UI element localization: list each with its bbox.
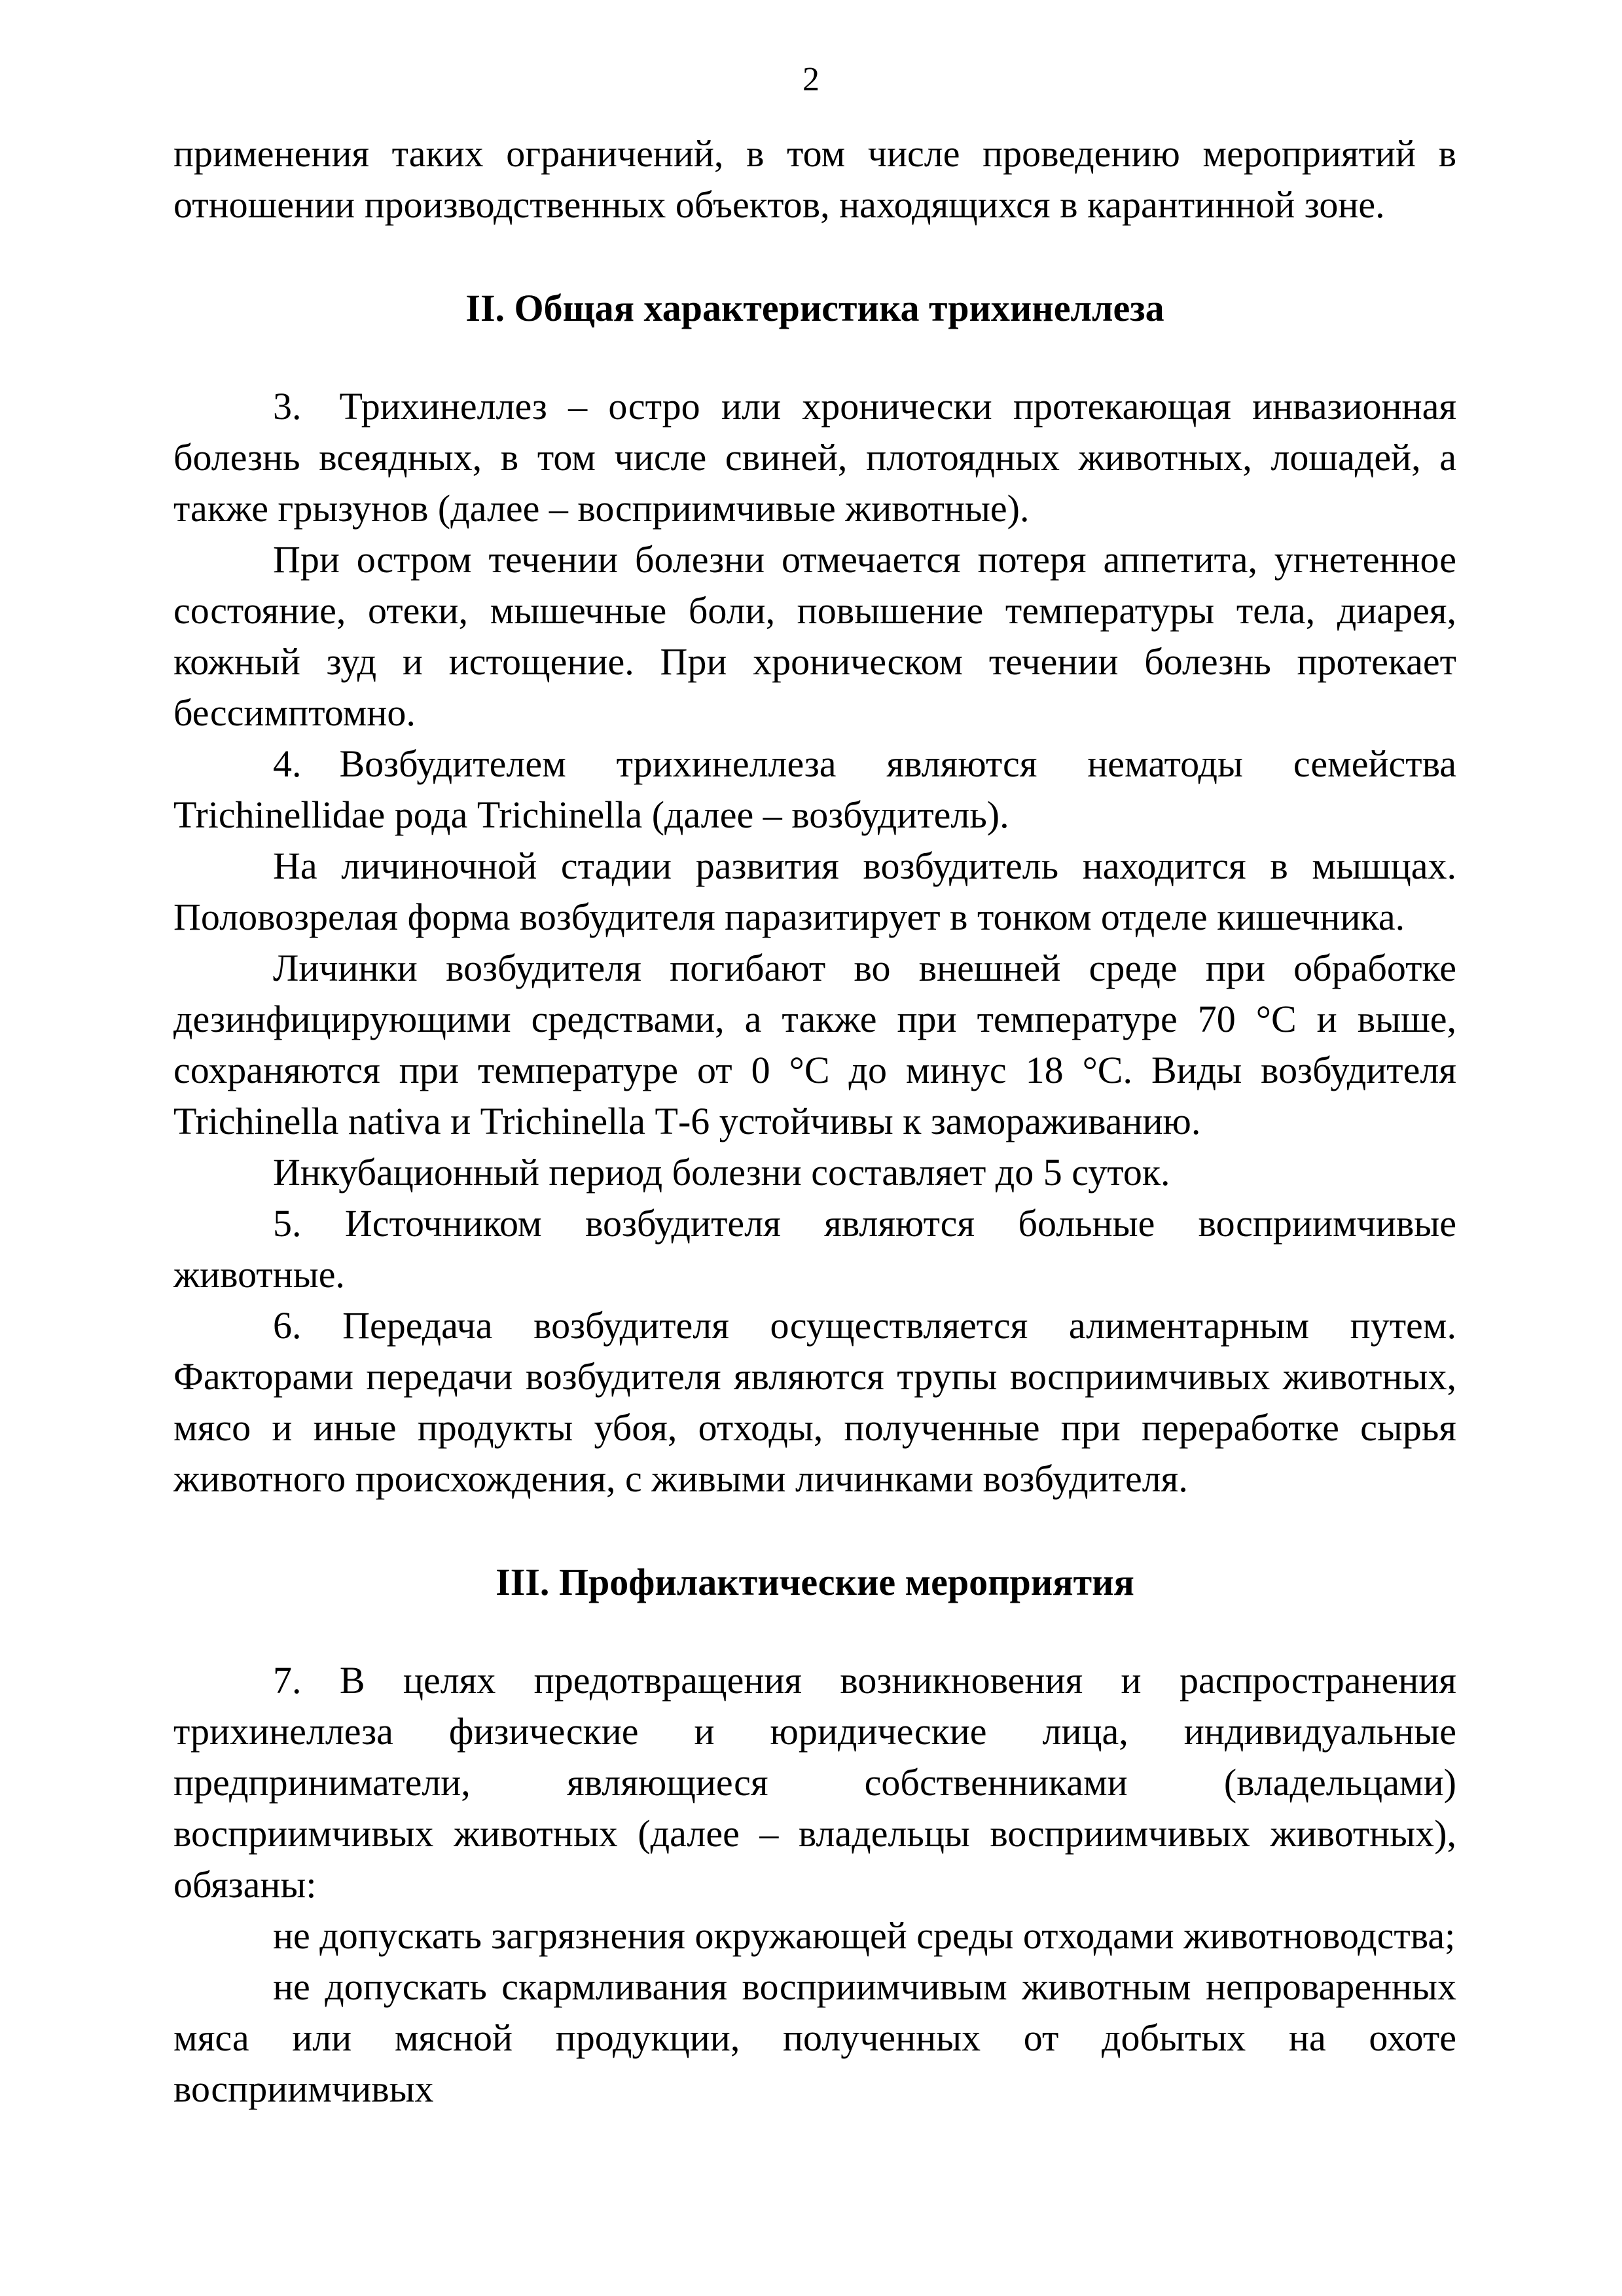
spacer [173, 1608, 1456, 1655]
paragraph-no-pollution: не допускать загрязнения окружающей среды отходами животноводства; [273, 1914, 1456, 1957]
paragraph-6: 6. Передача возбудителя осуществляется алиментарным путем. Факторами передачи возбудителя являются трупы восприимчивых животных, мясо и иные продукты убоя, отходы, полученные при переработке сырья животного происхождения, с живыми личинками возбудителя. [173, 1304, 1456, 1500]
spacer [173, 230, 1456, 283]
paragraph-3: 3. Трихинеллез – остро или хронически протекающая инвазионная болезнь всеядных, в том числе свиней, плотоядных животных, лошадей, а также грызунов (далее – восприимчивые животные). [173, 385, 1456, 530]
spacer [173, 334, 1456, 381]
document-body [173, 128, 1456, 2115]
paragraph-intro: применения таких ограничений, в том числе проведению мероприятий в отношении производственных объектов, находящихся в карантинной зоне. [173, 132, 1456, 226]
paragraph-4: 4. Возбудителем трихинеллеза являются нематоды семейства Trichinellidae рода Trichinella (далее – возбудитель). [173, 742, 1456, 836]
paragraph-5: 5. Источником возбудителя являются больные восприимчивые животные. [173, 1202, 1456, 1296]
paragraph-no-feeding: не допускать скармливания восприимчивым животным непроваренных мяса или мясной продукции, полученных от добытых на охоте восприимчивых [173, 1965, 1456, 2110]
paragraph-larval-stage: На личиночной стадии развития возбудитель находится в мышцах. Половозрелая форма возбудителя паразитирует в тонком отделе кишечника. [173, 845, 1456, 938]
spacer [173, 1504, 1456, 1557]
section-3-heading: III. Профилактические мероприятия [496, 1561, 1134, 1603]
section-2-heading: II. Общая характеристика трихинеллеза [465, 287, 1164, 329]
paragraph-7: 7. В целях предотвращения возникновения и распространения трихинеллеза физические и юридические лица, индивидуальные предприниматели, являющиеся собственниками (владельцами) восприимчивых животных (далее – владельцы восприимчивых животных), обязаны: [173, 1659, 1456, 1906]
page-number: 2 [802, 61, 820, 98]
paragraph-acute-course: При остром течении болезни отмечается потеря аппетита, угнетенное состояние, отеки, мышечные боли, повышение температуры тела, диарея, кожный зуд и истощение. При хроническом течении болезнь протекает бессимптомно. [173, 538, 1456, 734]
paragraph-larvae-temperature: Личинки возбудителя погибают во внешней среде при обработке дезинфицирующими средствами, а также при температуре 70 °С и выше, сохраняются при температуре от 0 °С до минус 18 °С. Виды возбудителя Trichinella nativa и Trichinella Т-6 устойчивы к замораживанию. [173, 947, 1456, 1142]
paragraph-incubation: Инкубационный период болезни составляет до 5 суток. [273, 1151, 1170, 1194]
